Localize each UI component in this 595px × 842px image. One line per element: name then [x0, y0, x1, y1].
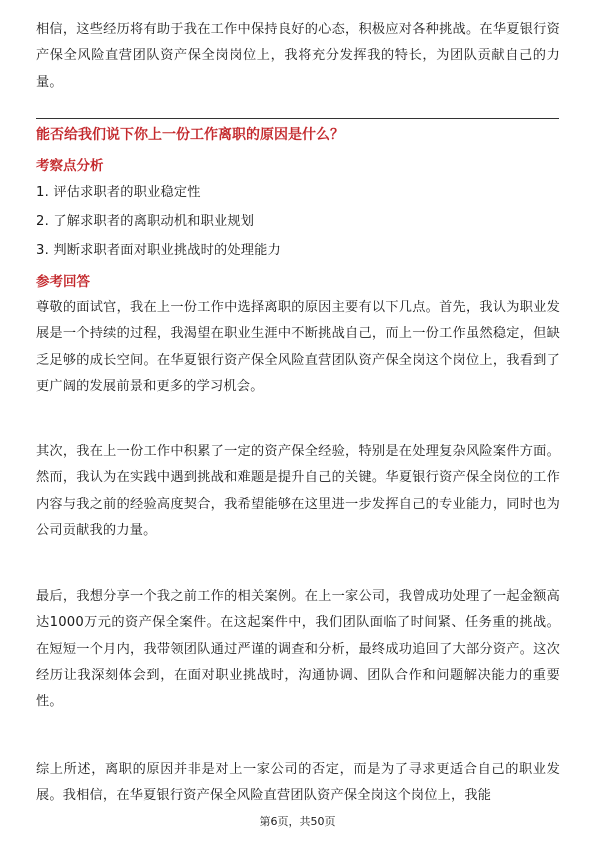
- analysis-item-1: 1. 评估求职者的职业稳定性: [36, 185, 201, 200]
- answer-paragraph-2: 其次，我在上一份工作中积累了一定的资产保全经验，特别是在处理复杂风险案件方面。然而，我认为在实践中遇到挑战和难题是提升自己的关键。华夏银行资产保全岗位的工作内容与我之前的经验高度契合，我希望能够在这里进一步发挥自己的专业能力，同时也为公司贡献我的力量。: [36, 444, 560, 538]
- answer-heading: 参考回答: [36, 274, 90, 290]
- analysis-item-3: 3. 判断求职者面对职业挑战时的处理能力: [36, 243, 281, 258]
- analysis-item-2: 2. 了解求职者的离职动机和职业规划: [36, 214, 255, 229]
- question-heading: 能否给我们说下你上一份工作离职的原因是什么？: [36, 127, 344, 143]
- answer-paragraph-4: 综上所述，离职的原因并非是对上一家公司的否定，而是为了寻求更适合自己的职业发展。我相信，在华夏银行资产保全风险直营团队资产保全岗这个岗位上，我能: [36, 762, 560, 804]
- page-number: 第6页，共50页: [259, 815, 336, 828]
- intro-paragraph: 相信，这些经历将有助于我在工作中保持良好的心态，积极应对各种挑战。在华夏银行资产保全风险直营团队资产保全岗岗位上，我将充分发挥我的特长，为团队贡献自己的力量。: [36, 22, 560, 90]
- section-divider: [36, 118, 559, 119]
- answer-paragraph-1: 尊敬的面试官，我在上一份工作中选择离职的原因主要有以下几点。首先，我认为职业发展是一个持续的过程，我渴望在职业生涯中不断挑战自己，而上一份工作虽然稳定，但缺乏足够的成长空间。在华夏银行资产保全风险直营团队资产保全岗这个岗位上，我看到了更广阔的发展前景和更多的学习机会。: [36, 300, 560, 394]
- answer-paragraph-3: 最后，我想分享一个我之前工作的相关案例。在上一家公司，我曾成功处理了一起金额高达1000万元的资产保全案件。在这起案件中，我们团队面临了时间紧、任务重的挑战。在短短一个月内，我带领团队通过严谨的调查和分析，最终成功追回了大部分资产。这次经历让我深刻体会到，在面对职业挑战时，沟通协调、团队合作和问题解决能力的重要性。: [36, 589, 560, 710]
- analysis-heading: 考察点分析: [36, 158, 104, 174]
